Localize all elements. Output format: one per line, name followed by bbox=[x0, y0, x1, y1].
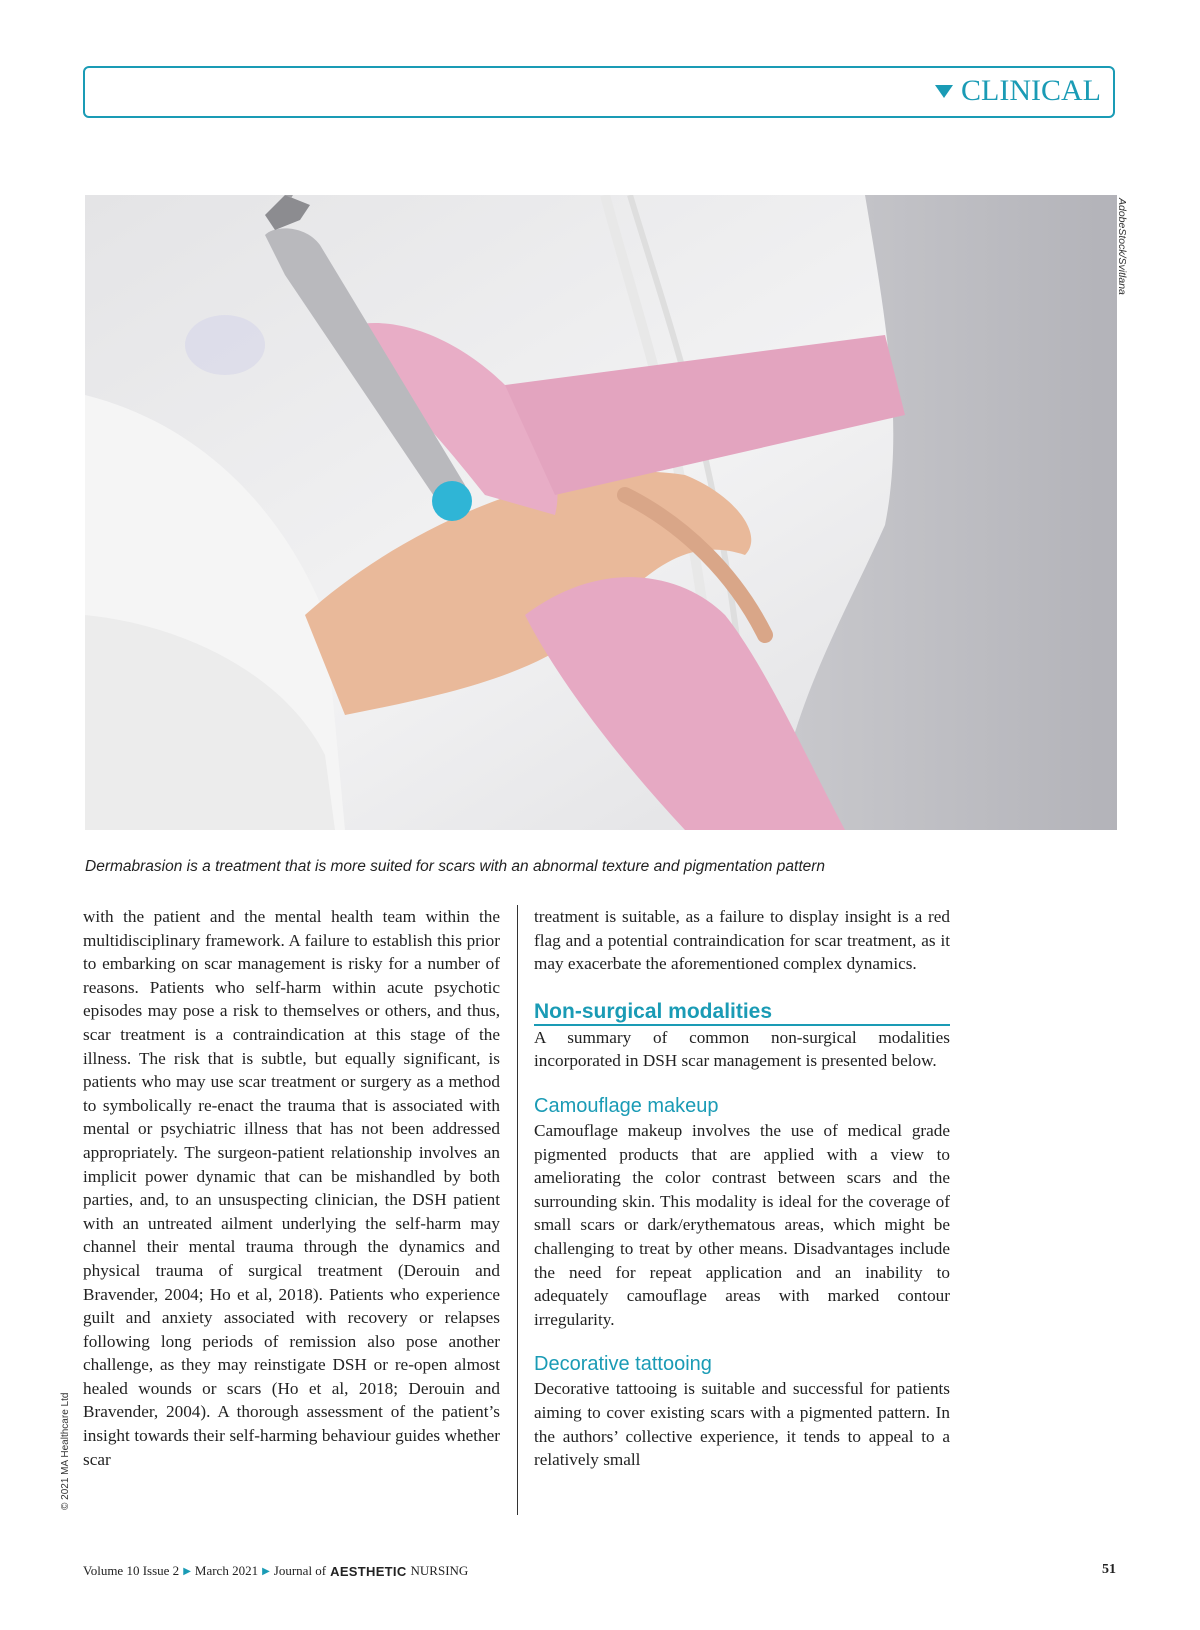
triangle-right-icon: ▶ bbox=[183, 1565, 191, 1577]
subsection-heading: Camouflage makeup bbox=[534, 1094, 719, 1117]
triangle-right-icon: ▶ bbox=[262, 1565, 270, 1577]
page-number: 51 bbox=[1102, 1562, 1116, 1577]
footer-journal-prefix: Journal of bbox=[273, 1563, 327, 1578]
body-paragraph: Camouflage makeup involves the use of medical grade pigmented products that are applied with a view to ameliorating the color contrast between scars and the surrounding skin. This modality is ideal for the coverage of small scars or dark/erythematous areas, which might be challenging to treat by other means. Disadvantages include the need for repeat application and an inability to adequately camouflage areas with marked contour irregularity. bbox=[534, 1120, 950, 1329]
footer-date: March 2021 bbox=[194, 1563, 259, 1578]
footer-journal-suffix: NURSING bbox=[410, 1563, 469, 1578]
section-heading: Non-surgical modalities bbox=[534, 1000, 950, 1026]
body-paragraph: Decorative tattooing is suitable and successful for patients aiming to cover existing scars with a pigmented pattern. In the authors’ collective experience, it tends to appeal to a relatively small bbox=[534, 1379, 950, 1470]
footer-volume: Volume 10 Issue 2 bbox=[83, 1563, 180, 1578]
photo-credit: AdobeStock/Svitlana bbox=[1116, 198, 1128, 295]
section-label bbox=[935, 74, 1101, 108]
dermabrasion-photo bbox=[85, 195, 1117, 830]
footer-journal-brand: AESTHETIC bbox=[330, 1563, 407, 1579]
article-photo bbox=[85, 195, 1117, 830]
column-divider bbox=[517, 905, 518, 1515]
body-paragraph: treatment is suitable, as a failure to display insight is a red flag and a potential contraindication for scar treatment, as it may exacerbate the aforementioned complex dynamics. bbox=[534, 907, 950, 974]
left-column bbox=[83, 905, 500, 1471]
page-footer bbox=[83, 1563, 468, 1579]
body-paragraph: with the patient and the mental health team within the multidisciplinary framework. A failure to establish this prior to embarking on scar management is risky for a number of reasons. Patients who self-harm within acute psychotic episodes may pose a risk to themselves or others, and thus, scar treatment is a contraindication at this stage of the illness. The risk that is subtle, but equally significant, is patients who may use scar treatment or surgery as a method to symbolically re-enact the trauma that is associated with mental or psychiatric illness that has not been addressed appropriately. The surgeon-patient relationship involves an implicit power dynamic that can be mishandled by both parties, and, to an unsuspecting clinician, the DSH patient with an untreated ailment underlying the self-harm may channel their mental trauma through the dynamics and physical trauma of surgical treatment (Derouin and Bravender, 2004; Ho et al, 2018). Patients who experience guilt and anxiety associated with recovery or relapses following long periods of remission also pose another challenge, as they may reinstigate DSH or re-open almost healed wounds or scars (Ho et al, 2018; Derouin and Bravender, 2004). A thorough assessment of the patient’s insight towards their self-harming behaviour guides whether scar bbox=[83, 907, 500, 1469]
photo-caption: Dermabrasion is a treatment that is more suited for scars with an abnormal texture and pigmentation pattern bbox=[85, 858, 826, 875]
right-column bbox=[534, 905, 950, 1472]
section-header bbox=[83, 66, 1115, 118]
copyright-notice: © 2021 MA Healthcare Ltd bbox=[60, 1392, 71, 1510]
body-paragraph: A summary of common non-surgical modalities incorporated in DSH scar management is presented below. bbox=[534, 1027, 950, 1071]
subsection-heading: Decorative tattooing bbox=[534, 1353, 712, 1376]
section-label-text: CLINICAL bbox=[961, 74, 1101, 107]
triangle-down-icon bbox=[935, 85, 953, 98]
